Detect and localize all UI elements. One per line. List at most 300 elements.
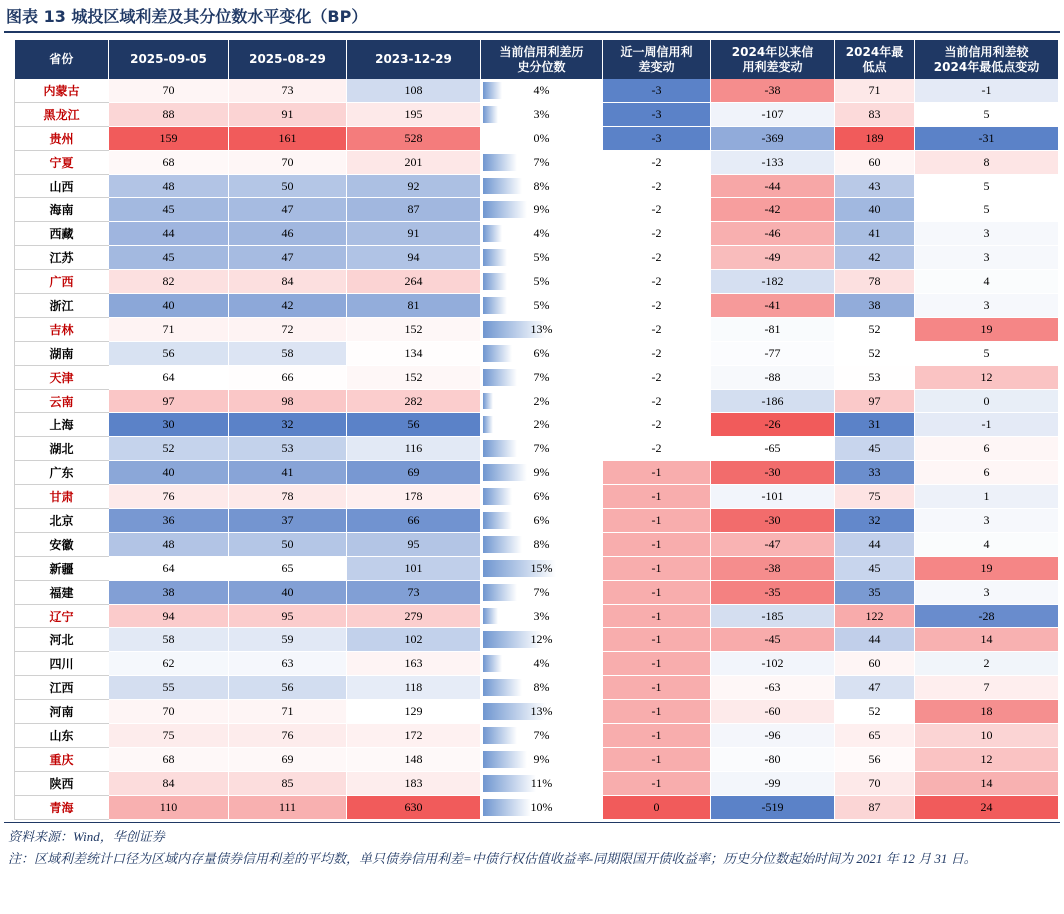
percentile-value: 8% bbox=[533, 178, 550, 193]
province-cell: 甘肃 bbox=[15, 485, 109, 509]
value-cell: 48 bbox=[109, 532, 229, 556]
value-cell: 3 bbox=[915, 580, 1059, 604]
percentile-bar bbox=[483, 297, 507, 314]
value-cell: 35 bbox=[835, 580, 915, 604]
value-cell: -63 bbox=[711, 676, 835, 700]
value-cell: 50 bbox=[229, 174, 347, 198]
value-cell: 71 bbox=[109, 317, 229, 341]
value-cell: -2 bbox=[603, 222, 711, 246]
value-cell: 111 bbox=[229, 795, 347, 819]
table-header-row bbox=[15, 40, 1059, 79]
value-cell: -38 bbox=[711, 556, 835, 580]
value-cell: 65 bbox=[229, 556, 347, 580]
percentile-bar bbox=[483, 679, 522, 696]
value-cell: -2 bbox=[603, 317, 711, 341]
value-cell: 129 bbox=[347, 700, 481, 724]
percentile-bar bbox=[483, 178, 522, 195]
value-cell: 42 bbox=[835, 246, 915, 270]
percentile-bar bbox=[483, 464, 527, 481]
percentile-bar bbox=[483, 393, 493, 410]
value-cell: 5 bbox=[915, 198, 1059, 222]
percentile-bar bbox=[483, 775, 536, 792]
value-cell: 53 bbox=[229, 437, 347, 461]
column-header: 当前信用利差较 2024年最低点变动 bbox=[915, 40, 1059, 79]
value-cell: 69 bbox=[229, 747, 347, 771]
value-cell: 37 bbox=[229, 509, 347, 533]
value-cell: 84 bbox=[229, 270, 347, 294]
spread-table bbox=[14, 40, 1059, 820]
note-line: 注：区域利差统计口径为区域内存量债券信用利差的平均数，单只债券信用利差=中债行权估值收益率-同期限国开债收益率；历史分位数起始时间为 2021 年 12 月 31 日。 bbox=[8, 851, 977, 866]
value-cell: 178 bbox=[347, 485, 481, 509]
value-cell: 183 bbox=[347, 771, 481, 795]
province-cell: 吉林 bbox=[15, 317, 109, 341]
value-cell: 70 bbox=[229, 150, 347, 174]
value-cell: 201 bbox=[347, 150, 481, 174]
value-cell: 56 bbox=[835, 747, 915, 771]
value-cell: 101 bbox=[347, 556, 481, 580]
value-cell: 31 bbox=[835, 413, 915, 437]
table-row bbox=[15, 341, 1059, 365]
value-cell: 78 bbox=[835, 270, 915, 294]
value-cell: -107 bbox=[711, 102, 835, 126]
table-row bbox=[15, 437, 1059, 461]
value-cell: -88 bbox=[711, 365, 835, 389]
value-cell: -102 bbox=[711, 652, 835, 676]
value-cell: -101 bbox=[711, 485, 835, 509]
percentile-cell bbox=[481, 485, 603, 509]
percentile-cell bbox=[481, 126, 603, 150]
value-cell: 3 bbox=[915, 294, 1059, 318]
table-row bbox=[15, 747, 1059, 771]
percentile-value: 7% bbox=[533, 441, 550, 456]
value-cell: -182 bbox=[711, 270, 835, 294]
value-cell: -77 bbox=[711, 341, 835, 365]
value-cell: 118 bbox=[347, 676, 481, 700]
percentile-value: 7% bbox=[533, 584, 550, 599]
column-header: 2024年最 低点 bbox=[835, 40, 915, 79]
percentile-cell bbox=[481, 389, 603, 413]
value-cell: -1 bbox=[603, 700, 711, 724]
value-cell: 87 bbox=[835, 795, 915, 819]
table-row bbox=[15, 532, 1059, 556]
percentile-cell bbox=[481, 724, 603, 748]
percentile-cell bbox=[481, 79, 603, 102]
value-cell: 38 bbox=[835, 294, 915, 318]
table-row bbox=[15, 294, 1059, 318]
value-cell: 36 bbox=[109, 509, 229, 533]
value-cell: 161 bbox=[229, 126, 347, 150]
value-cell: 81 bbox=[347, 294, 481, 318]
percentile-cell bbox=[481, 317, 603, 341]
value-cell: 98 bbox=[229, 389, 347, 413]
value-cell: 95 bbox=[347, 532, 481, 556]
table-body bbox=[15, 79, 1059, 819]
percentile-cell bbox=[481, 556, 603, 580]
value-cell: 52 bbox=[835, 317, 915, 341]
value-cell: 6 bbox=[915, 461, 1059, 485]
value-cell: -1 bbox=[603, 724, 711, 748]
value-cell: -30 bbox=[711, 509, 835, 533]
value-cell: 19 bbox=[915, 317, 1059, 341]
percentile-value: 11% bbox=[530, 775, 553, 790]
value-cell: 195 bbox=[347, 102, 481, 126]
value-cell: -81 bbox=[711, 317, 835, 341]
percentile-value: 4% bbox=[533, 226, 550, 241]
value-cell: 64 bbox=[109, 365, 229, 389]
percentile-bar bbox=[483, 106, 498, 123]
percentile-cell bbox=[481, 246, 603, 270]
value-cell: 60 bbox=[835, 150, 915, 174]
province-cell: 河北 bbox=[15, 628, 109, 652]
percentile-value: 13% bbox=[530, 321, 553, 336]
value-cell: -519 bbox=[711, 795, 835, 819]
value-cell: 53 bbox=[835, 365, 915, 389]
value-cell: 47 bbox=[229, 246, 347, 270]
percentile-value: 6% bbox=[533, 489, 550, 504]
province-cell: 江西 bbox=[15, 676, 109, 700]
value-cell: -1 bbox=[603, 652, 711, 676]
value-cell: 58 bbox=[109, 628, 229, 652]
percentile-bar bbox=[483, 273, 507, 290]
value-cell: -133 bbox=[711, 150, 835, 174]
value-cell: -1 bbox=[603, 628, 711, 652]
percentile-bar bbox=[483, 345, 512, 362]
percentile-value: 7% bbox=[533, 154, 550, 169]
value-cell: 282 bbox=[347, 389, 481, 413]
percentile-cell bbox=[481, 795, 603, 819]
percentile-value: 0% bbox=[533, 130, 550, 145]
value-cell: -2 bbox=[603, 437, 711, 461]
value-cell: 71 bbox=[229, 700, 347, 724]
percentile-cell bbox=[481, 270, 603, 294]
value-cell: 76 bbox=[109, 485, 229, 509]
table-row bbox=[15, 461, 1059, 485]
value-cell: 72 bbox=[229, 317, 347, 341]
value-cell: -41 bbox=[711, 294, 835, 318]
value-cell: 58 bbox=[229, 341, 347, 365]
value-cell: 46 bbox=[229, 222, 347, 246]
province-cell: 贵州 bbox=[15, 126, 109, 150]
value-cell: 52 bbox=[109, 437, 229, 461]
value-cell: 66 bbox=[347, 509, 481, 533]
value-cell: 45 bbox=[835, 437, 915, 461]
value-cell: 163 bbox=[347, 652, 481, 676]
value-cell: -1 bbox=[603, 509, 711, 533]
value-cell: 2 bbox=[915, 652, 1059, 676]
province-cell: 河南 bbox=[15, 700, 109, 724]
percentile-bar bbox=[483, 154, 517, 171]
value-cell: 41 bbox=[229, 461, 347, 485]
table-row bbox=[15, 150, 1059, 174]
value-cell: 78 bbox=[229, 485, 347, 509]
value-cell: 70 bbox=[109, 79, 229, 102]
table-row bbox=[15, 676, 1059, 700]
value-cell: 92 bbox=[347, 174, 481, 198]
value-cell: 42 bbox=[229, 294, 347, 318]
percentile-value: 4% bbox=[533, 656, 550, 671]
table-row bbox=[15, 198, 1059, 222]
value-cell: 172 bbox=[347, 724, 481, 748]
percentile-cell bbox=[481, 676, 603, 700]
value-cell: 14 bbox=[915, 628, 1059, 652]
value-cell: -38 bbox=[711, 79, 835, 102]
value-cell: -44 bbox=[711, 174, 835, 198]
percentile-cell bbox=[481, 604, 603, 628]
percentile-cell bbox=[481, 771, 603, 795]
column-header: 2024年以来信 用利差变动 bbox=[711, 40, 835, 79]
province-cell: 内蒙古 bbox=[15, 79, 109, 102]
value-cell: -185 bbox=[711, 604, 835, 628]
value-cell: 264 bbox=[347, 270, 481, 294]
value-cell: -3 bbox=[603, 126, 711, 150]
column-header: 2025-09-05 bbox=[109, 40, 229, 79]
value-cell: 82 bbox=[109, 270, 229, 294]
value-cell: -80 bbox=[711, 747, 835, 771]
value-cell: -1 bbox=[915, 413, 1059, 437]
province-cell: 黑龙江 bbox=[15, 102, 109, 126]
value-cell: 18 bbox=[915, 700, 1059, 724]
value-cell: 19 bbox=[915, 556, 1059, 580]
column-header: 当前信用利差历 史分位数 bbox=[481, 40, 603, 79]
percentile-value: 5% bbox=[533, 297, 550, 312]
value-cell: 44 bbox=[835, 532, 915, 556]
province-cell: 浙江 bbox=[15, 294, 109, 318]
value-cell: 94 bbox=[109, 604, 229, 628]
value-cell: 40 bbox=[109, 461, 229, 485]
percentile-bar bbox=[483, 369, 517, 386]
value-cell: 30 bbox=[109, 413, 229, 437]
value-cell: 44 bbox=[835, 628, 915, 652]
province-cell: 山东 bbox=[15, 724, 109, 748]
percentile-value: 8% bbox=[533, 536, 550, 551]
province-cell: 安徽 bbox=[15, 532, 109, 556]
column-header: 2025-08-29 bbox=[229, 40, 347, 79]
percentile-value: 3% bbox=[533, 608, 550, 623]
value-cell: 56 bbox=[109, 341, 229, 365]
percentile-value: 12% bbox=[530, 632, 553, 647]
column-header: 近一周信用利 差变动 bbox=[603, 40, 711, 79]
percentile-cell bbox=[481, 628, 603, 652]
value-cell: -26 bbox=[711, 413, 835, 437]
value-cell: 69 bbox=[347, 461, 481, 485]
value-cell: 12 bbox=[915, 365, 1059, 389]
province-cell: 上海 bbox=[15, 413, 109, 437]
value-cell: 62 bbox=[109, 652, 229, 676]
value-cell: -35 bbox=[711, 580, 835, 604]
percentile-cell bbox=[481, 341, 603, 365]
value-cell: 45 bbox=[109, 198, 229, 222]
value-cell: 5 bbox=[915, 341, 1059, 365]
percentile-cell bbox=[481, 150, 603, 174]
value-cell: 40 bbox=[229, 580, 347, 604]
value-cell: 59 bbox=[229, 628, 347, 652]
value-cell: -1 bbox=[603, 485, 711, 509]
province-cell: 西藏 bbox=[15, 222, 109, 246]
percentile-cell bbox=[481, 437, 603, 461]
value-cell: 60 bbox=[835, 652, 915, 676]
percentile-bar bbox=[483, 536, 522, 553]
value-cell: 47 bbox=[835, 676, 915, 700]
value-cell: 64 bbox=[109, 556, 229, 580]
value-cell: 85 bbox=[229, 771, 347, 795]
value-cell: 116 bbox=[347, 437, 481, 461]
table-row bbox=[15, 365, 1059, 389]
title-rule bbox=[4, 31, 1060, 33]
table-row bbox=[15, 270, 1059, 294]
value-cell: 63 bbox=[229, 652, 347, 676]
value-cell: 3 bbox=[915, 222, 1059, 246]
value-cell: 10 bbox=[915, 724, 1059, 748]
value-cell: 3 bbox=[915, 509, 1059, 533]
value-cell: 73 bbox=[229, 79, 347, 102]
province-cell: 青海 bbox=[15, 795, 109, 819]
percentile-bar bbox=[483, 584, 517, 601]
value-cell: 0 bbox=[915, 389, 1059, 413]
value-cell: -47 bbox=[711, 532, 835, 556]
value-cell: 56 bbox=[229, 676, 347, 700]
percentile-cell bbox=[481, 532, 603, 556]
percentile-cell bbox=[481, 413, 603, 437]
province-cell: 湖北 bbox=[15, 437, 109, 461]
source-line: 资料来源：Wind，华创证券 bbox=[8, 829, 165, 844]
province-cell: 广西 bbox=[15, 270, 109, 294]
value-cell: -2 bbox=[603, 365, 711, 389]
value-cell: 152 bbox=[347, 365, 481, 389]
table-row bbox=[15, 628, 1059, 652]
percentile-cell bbox=[481, 174, 603, 198]
value-cell: -1 bbox=[603, 580, 711, 604]
percentile-bar bbox=[483, 416, 493, 433]
value-cell: -1 bbox=[603, 676, 711, 700]
value-cell: 56 bbox=[347, 413, 481, 437]
value-cell: 94 bbox=[347, 246, 481, 270]
percentile-value: 15% bbox=[530, 560, 553, 575]
percentile-value: 13% bbox=[530, 704, 553, 719]
percentile-bar bbox=[483, 751, 527, 768]
province-cell: 辽宁 bbox=[15, 604, 109, 628]
figure-title: 图表 13 城投区域利差及其分位数水平变化（BP） bbox=[6, 7, 368, 26]
value-cell: 66 bbox=[229, 365, 347, 389]
percentile-value: 6% bbox=[533, 512, 550, 527]
value-cell: -2 bbox=[603, 270, 711, 294]
province-cell: 云南 bbox=[15, 389, 109, 413]
value-cell: -99 bbox=[711, 771, 835, 795]
table-row bbox=[15, 771, 1059, 795]
percentile-bar bbox=[483, 249, 507, 266]
province-cell: 四川 bbox=[15, 652, 109, 676]
value-cell: 5 bbox=[915, 102, 1059, 126]
value-cell: 7 bbox=[915, 676, 1059, 700]
value-cell: -3 bbox=[603, 79, 711, 102]
percentile-value: 10% bbox=[530, 799, 553, 814]
table-row bbox=[15, 700, 1059, 724]
value-cell: 95 bbox=[229, 604, 347, 628]
value-cell: 68 bbox=[109, 150, 229, 174]
province-cell: 广东 bbox=[15, 461, 109, 485]
value-cell: -1 bbox=[603, 771, 711, 795]
value-cell: -45 bbox=[711, 628, 835, 652]
percentile-value: 5% bbox=[533, 250, 550, 265]
percentile-value: 5% bbox=[533, 274, 550, 289]
table-row bbox=[15, 556, 1059, 580]
value-cell: 102 bbox=[347, 628, 481, 652]
province-cell: 福建 bbox=[15, 580, 109, 604]
value-cell: 84 bbox=[109, 771, 229, 795]
province-cell: 宁夏 bbox=[15, 150, 109, 174]
value-cell: 152 bbox=[347, 317, 481, 341]
value-cell: 45 bbox=[835, 556, 915, 580]
table-row bbox=[15, 580, 1059, 604]
value-cell: -31 bbox=[915, 126, 1059, 150]
province-cell: 重庆 bbox=[15, 747, 109, 771]
value-cell: -369 bbox=[711, 126, 835, 150]
value-cell: 122 bbox=[835, 604, 915, 628]
value-cell: -3 bbox=[603, 102, 711, 126]
value-cell: 70 bbox=[835, 771, 915, 795]
province-cell: 天津 bbox=[15, 365, 109, 389]
value-cell: 71 bbox=[835, 79, 915, 102]
value-cell: 52 bbox=[835, 341, 915, 365]
percentile-bar bbox=[483, 225, 502, 242]
value-cell: 279 bbox=[347, 604, 481, 628]
table-row bbox=[15, 222, 1059, 246]
value-cell: 32 bbox=[835, 509, 915, 533]
value-cell: -49 bbox=[711, 246, 835, 270]
value-cell: 68 bbox=[109, 747, 229, 771]
table-row bbox=[15, 509, 1059, 533]
value-cell: 47 bbox=[229, 198, 347, 222]
percentile-cell bbox=[481, 461, 603, 485]
value-cell: -42 bbox=[711, 198, 835, 222]
province-cell: 陕西 bbox=[15, 771, 109, 795]
value-cell: 73 bbox=[347, 580, 481, 604]
percentile-cell bbox=[481, 747, 603, 771]
value-cell: 48 bbox=[109, 174, 229, 198]
table-row bbox=[15, 652, 1059, 676]
percentile-bar bbox=[483, 655, 502, 672]
percentile-value: 9% bbox=[533, 751, 550, 766]
table-row bbox=[15, 413, 1059, 437]
value-cell: 108 bbox=[347, 79, 481, 102]
value-cell: 528 bbox=[347, 126, 481, 150]
value-cell: 40 bbox=[109, 294, 229, 318]
value-cell: -28 bbox=[915, 604, 1059, 628]
value-cell: 91 bbox=[347, 222, 481, 246]
value-cell: 91 bbox=[229, 102, 347, 126]
value-cell: 55 bbox=[109, 676, 229, 700]
value-cell: -1 bbox=[603, 532, 711, 556]
value-cell: 630 bbox=[347, 795, 481, 819]
value-cell: -60 bbox=[711, 700, 835, 724]
percentile-value: 7% bbox=[533, 727, 550, 742]
value-cell: 70 bbox=[109, 700, 229, 724]
percentile-value: 7% bbox=[533, 369, 550, 384]
value-cell: 1 bbox=[915, 485, 1059, 509]
value-cell: 87 bbox=[347, 198, 481, 222]
percentile-cell bbox=[481, 580, 603, 604]
value-cell: 32 bbox=[229, 413, 347, 437]
percentile-bar bbox=[483, 608, 498, 625]
value-cell: 41 bbox=[835, 222, 915, 246]
value-cell: -2 bbox=[603, 198, 711, 222]
notes-block bbox=[8, 826, 1058, 870]
value-cell: 33 bbox=[835, 461, 915, 485]
value-cell: 44 bbox=[109, 222, 229, 246]
value-cell: -2 bbox=[603, 294, 711, 318]
value-cell: -186 bbox=[711, 389, 835, 413]
percentile-value: 9% bbox=[533, 465, 550, 480]
percentile-cell bbox=[481, 365, 603, 389]
